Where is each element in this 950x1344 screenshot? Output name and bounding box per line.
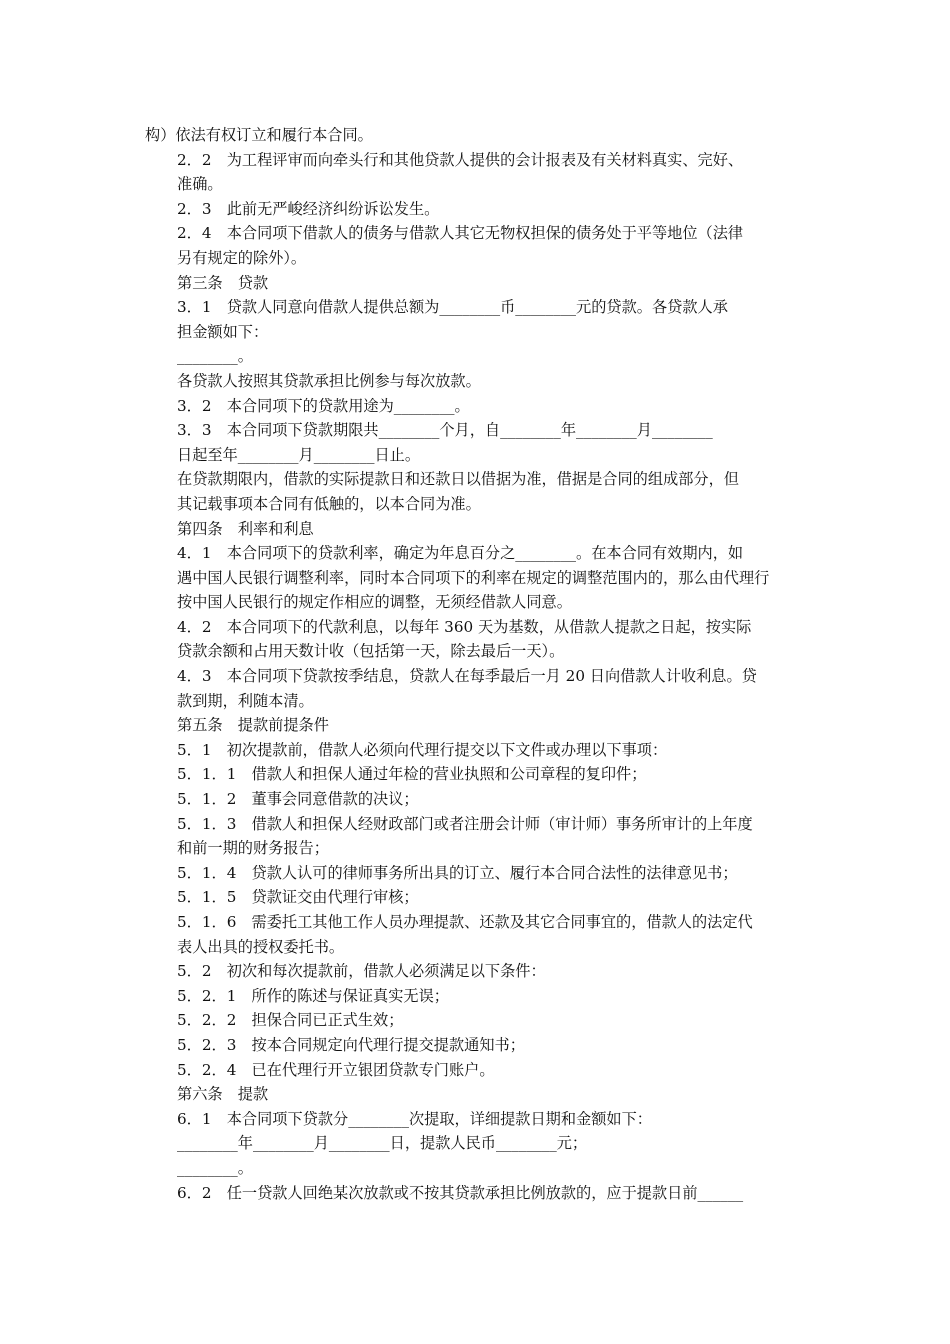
paragraph-p23 [145, 910, 809, 959]
text-line: 其记载事项本合同有低触的，以本合同为准。 [177, 494, 481, 513]
text-line: 3．2 本合同项下的贷款用途为________。 [177, 396, 470, 415]
paragraph-p27 [145, 1033, 809, 1058]
paragraph-p13 [145, 541, 809, 615]
paragraph-p08 [145, 369, 809, 394]
text-line: 和前一期的财务报告； [177, 839, 329, 858]
text-line: 5．1．1 借款人和担保人通过年检的营业执照和公司章程的复印件； [177, 765, 647, 784]
text-line: 第六条 提款 [177, 1085, 269, 1104]
paragraph-p01 [145, 123, 809, 148]
text-line: 5．2．1 所作的陈述与保证真实无误； [177, 986, 449, 1005]
text-line: 构）依法有权订立和履行本合同。 [145, 126, 373, 144]
text-line: 第四条 利率和利息 [177, 519, 314, 538]
paragraph-p31 [145, 1131, 809, 1156]
paragraph-p28 [145, 1058, 809, 1083]
text-line: ________。 [177, 1158, 253, 1177]
paragraph-p12 [145, 517, 809, 542]
paragraph-p18 [145, 762, 809, 787]
paragraph-p10 [145, 418, 809, 467]
paragraph-p25 [145, 984, 809, 1009]
text-line: 在贷款期限内，借款的实际提款日和还款日以借据为准，借据是合同的组成部分，但 [177, 470, 739, 489]
text-line: 准确。 [177, 175, 223, 194]
text-line: 5．1．4 贷款人认可的律师事务所出具的订立、履行本合同合法性的法律意见书； [177, 863, 738, 882]
paragraph-p16 [145, 713, 809, 738]
paragraph-p24 [145, 959, 809, 984]
text-line: 4．3 本合同项下贷款按季结息，贷款人在每季最后一月 20 日向借款人计收利息。贷 [177, 667, 757, 686]
text-line: 3．1 贷款人同意向借款人提供总额为________币________元的贷款。各贷款人承 [177, 298, 728, 317]
text-line: 5．2．4 已在代理行开立银团贷款专门账户。 [177, 1060, 495, 1079]
paragraph-p17 [145, 738, 809, 763]
text-line: 表人出具的授权委托书。 [177, 937, 345, 956]
text-line: 4．2 本合同项下的代款利息，以每年 360 天为基数，从借款人提款之日起，按实际 [177, 617, 752, 636]
paragraph-p29 [145, 1082, 809, 1107]
paragraph-p22 [145, 885, 809, 910]
text-line: 第三条 贷款 [177, 273, 269, 292]
text-line: 2．3 此前无严峻经济纠纷诉讼发生。 [177, 199, 440, 218]
text-line: 6．2 任一贷款人回绝某次放款或不按其贷款承担比例放款的，应于提款日前______ [177, 1183, 744, 1202]
text-line: ________年________月________日，提款人民币________元； [177, 1134, 588, 1153]
text-line: 按中国人民银行的规定作相应的调整，无须经借款人同意。 [177, 593, 572, 612]
paragraph-p09 [145, 394, 809, 419]
paragraph-p14 [145, 615, 809, 664]
paragraph-p04 [145, 221, 809, 270]
text-line: 日起至年________月________日止。 [177, 445, 420, 464]
text-line: 款到期，利随本清。 [177, 691, 314, 710]
text-line: 另有规定的除外）。 [177, 248, 307, 267]
text-line: 5．1 初次提款前，借款人必须向代理行提交以下文件或办理以下事项： [177, 740, 668, 759]
text-line: 2．2 为工程评审而向牵头行和其他贷款人提供的会计报表及有关材料真实、完好、 [177, 150, 744, 169]
paragraph-p15 [145, 664, 809, 713]
text-line: 5．2 初次和每次提款前，借款人必须满足以下条件： [177, 962, 546, 981]
paragraph-p06 [145, 295, 809, 344]
paragraph-p11 [145, 467, 809, 516]
paragraph-p30 [145, 1107, 809, 1132]
text-line: 5．1．2 董事会同意借款的决议； [177, 790, 419, 809]
text-line: 各贷款人按照其贷款承担比例参与每次放款。 [177, 371, 481, 390]
paragraph-p20 [145, 812, 809, 861]
text-line: 担金额如下： [177, 322, 269, 341]
paragraph-p19 [145, 787, 809, 812]
paragraph-p21 [145, 861, 809, 886]
contract-body [145, 123, 809, 1205]
text-line: ________。 [177, 347, 253, 366]
text-line: 5．1．5 贷款证交由代理行审核； [177, 888, 419, 907]
paragraph-p07 [145, 344, 809, 369]
text-line: 第五条 提款前提条件 [177, 716, 329, 735]
text-line: 贷款余额和占用天数计收（包括第一天，除去最后一天）。 [177, 642, 565, 661]
paragraph-p03 [145, 197, 809, 222]
paragraph-p02 [145, 148, 809, 197]
text-line: 5．2．2 担保合同已正式生效； [177, 1011, 404, 1030]
text-line: 5．1．6 需委托工其他工作人员办理提款、还款及其它合同事宜的，借款人的法定代 [177, 913, 753, 931]
text-line: 5．1．3 借款人和担保人经财政部门或者注册会计师（审计师）事务所审计的上年度 [177, 814, 753, 833]
paragraph-p33 [145, 1181, 809, 1206]
text-line: 6．1 本合同项下贷款分________次提取，详细提款日期和金额如下： [177, 1109, 652, 1128]
text-line: 4．1 本合同项下的贷款利率，确定为年息百分之________。在本合同有效期内，如 [177, 544, 744, 563]
text-line: 5．2．3 按本合同规定向代理行提交提款通知书； [177, 1035, 525, 1054]
paragraph-p26 [145, 1008, 809, 1033]
text-line: 2．4 本合同项下借款人的债务与借款人其它无物权担保的债务处于平等地位（法律 [177, 224, 744, 243]
text-line: 遇中国人民银行调整利率，同时本合同项下的利率在规定的调整范围内的，那么由代理行 [177, 568, 770, 587]
paragraph-p05 [145, 271, 809, 296]
paragraph-p32 [145, 1156, 809, 1181]
text-line: 3．3 本合同项下贷款期限共________个月，自________年________月________ [177, 421, 713, 440]
